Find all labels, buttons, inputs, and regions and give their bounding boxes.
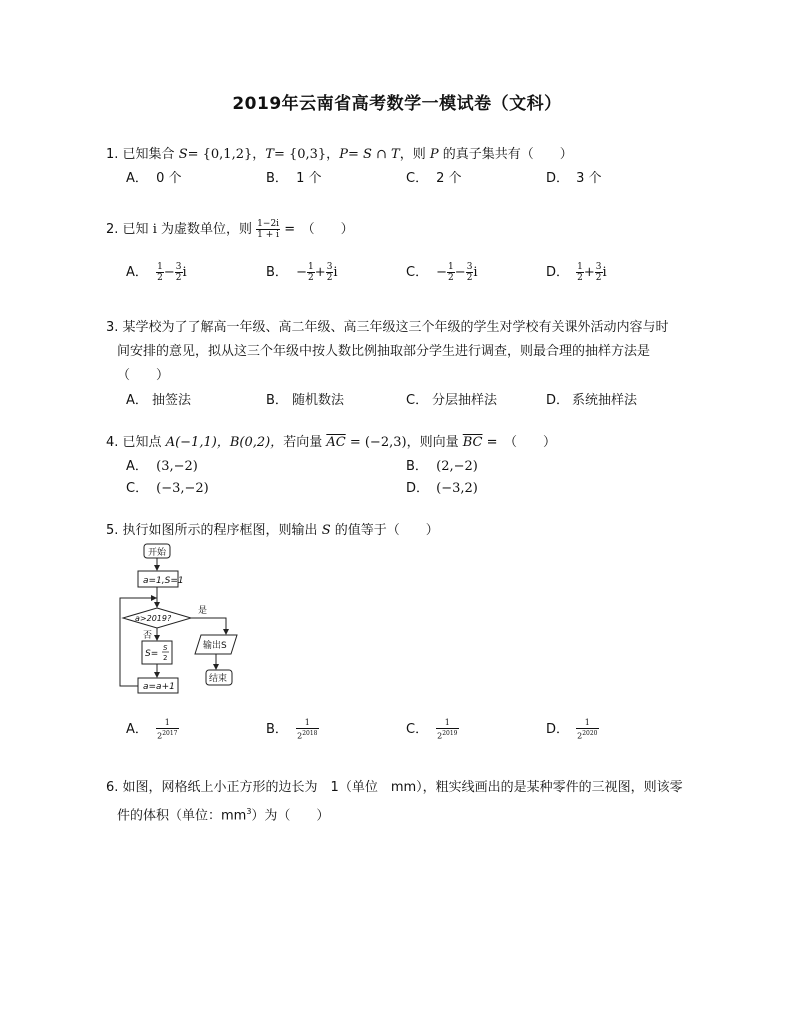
option-label: C．	[406, 722, 429, 738]
question-text: 已知点	[122, 435, 162, 450]
imaginary-unit: i	[152, 222, 157, 237]
power-exponent: 2019	[442, 730, 458, 737]
fraction-numerator: 1−2i	[257, 219, 280, 229]
option-d[interactable]	[546, 261, 607, 283]
option-text: (3,−2)	[156, 459, 198, 474]
fraction-numerator: 1	[308, 262, 314, 272]
power-exponent: 2017	[162, 730, 178, 737]
fraction-denominator: 2	[326, 273, 333, 283]
question-text: 件的体积（单位：mm	[117, 808, 247, 824]
flowchart	[116, 542, 256, 712]
option-label: B．	[266, 722, 288, 738]
option-label: A．	[126, 393, 148, 408]
set-p-symbol: P	[429, 147, 439, 162]
question-number: 6.	[106, 780, 119, 795]
question-text: 为虚数单位，则	[161, 222, 253, 237]
fraction-numerator: 1	[156, 718, 178, 729]
question-text: 若向量	[283, 435, 323, 450]
option-c[interactable]	[126, 477, 209, 496]
question-text: 已知集合	[122, 147, 175, 162]
fraction-numerator: 3	[175, 262, 182, 272]
vector-bc: $\overline{BC}$	[462, 435, 483, 450]
power-exponent: 2018	[302, 730, 318, 737]
option-a[interactable]	[126, 261, 187, 283]
option-label: C．	[406, 393, 429, 408]
question-2	[106, 218, 706, 241]
fraction-denominator: 2	[448, 273, 454, 283]
question-number: 2.	[106, 222, 119, 237]
option-a[interactable]	[126, 167, 182, 186]
fraction-numerator: 3	[466, 262, 473, 272]
option-label: D．	[546, 722, 570, 738]
flow-start-text: 开始	[148, 548, 167, 558]
question-3	[106, 316, 706, 388]
option-c[interactable]	[406, 389, 497, 408]
variable-s: S	[321, 523, 331, 538]
flow-cond-text: a>2019?	[135, 614, 172, 623]
option-c[interactable]	[406, 718, 459, 742]
option-operator: −	[163, 265, 175, 280]
option-b[interactable]	[266, 261, 338, 283]
question-text: 间安排的意见，拟从这三个年级中按人数比例抽取部分学生进行调查，则最合理的抽样方法是	[117, 344, 651, 359]
option-label: B．	[406, 459, 428, 474]
set-s-symbol: S	[178, 147, 188, 162]
option-text: 1 个	[296, 171, 322, 186]
question-text: 的值等于（ ）	[334, 523, 439, 538]
option-operator: −	[454, 265, 466, 280]
question-4	[106, 431, 706, 454]
flow-assign-text: S=	[145, 649, 159, 659]
option-d[interactable]	[546, 167, 602, 186]
option-label: C．	[406, 265, 429, 280]
flowchart-svg	[116, 542, 256, 708]
fraction-numerator: 1	[157, 262, 163, 272]
question-text: 执行如图所示的程序框图，则输出	[122, 523, 318, 538]
option-label: D．	[546, 171, 570, 186]
flow-assign-denominator: 2	[163, 654, 168, 662]
fraction-denominator: 2	[466, 273, 473, 283]
imaginary-unit: i	[182, 265, 187, 280]
question-text: ）为（ ）	[251, 808, 330, 824]
flow-output-text: 输出S	[203, 641, 227, 651]
option-label: B．	[266, 171, 288, 186]
option-label: A．	[126, 171, 148, 186]
question-text: 某学校为了了解高一年级、高二年级、高三年级这三个年级的学生对学校有关课外活动内容与时	[122, 320, 669, 335]
fraction-denominator: 1 + i	[257, 230, 280, 240]
question-text: = （ ）	[486, 435, 557, 450]
question-text: （ ）	[117, 368, 170, 383]
option-b[interactable]	[266, 389, 344, 408]
question-text: = （ ）	[284, 222, 354, 237]
power-base: 2	[297, 731, 303, 741]
option-text: (−3,−2)	[156, 481, 209, 496]
vector-ac-value: = (−2,3)，	[349, 435, 420, 450]
point-a: A(−1,1)，	[165, 435, 230, 450]
fraction-numerator: 1	[296, 718, 318, 729]
fraction-numerator: 3	[326, 262, 333, 272]
option-text: 0 个	[156, 171, 182, 186]
option-d[interactable]	[546, 718, 599, 742]
set-t-value: = {0,3}，	[273, 147, 340, 162]
option-label: D．	[546, 393, 570, 408]
option-text: 2 个	[436, 171, 462, 186]
option-sign: −	[296, 265, 308, 280]
fraction-denominator: 2	[157, 273, 163, 283]
flow-increment-text: a=a+1	[143, 682, 175, 692]
question-text: 则向量	[419, 435, 459, 450]
fraction-numerator: 1	[448, 262, 454, 272]
set-t-symbol: T	[265, 147, 274, 162]
imaginary-unit: i	[473, 265, 478, 280]
option-d[interactable]	[546, 389, 637, 408]
option-label: C．	[406, 171, 429, 186]
question-5	[106, 519, 706, 542]
flow-end-text: 结束	[209, 674, 228, 684]
complex-fraction	[256, 219, 280, 240]
option-c[interactable]	[406, 261, 478, 283]
question-number: 4.	[106, 435, 119, 450]
option-text: 抽签法	[152, 393, 192, 408]
option-label: C．	[126, 481, 149, 496]
option-a[interactable]	[126, 455, 198, 474]
question-text: 如图，网格纸上小正方形的边长为 1（单位 mm），粗实线画出的是某种零件的三视图，则该零	[122, 780, 683, 795]
fraction-numerator: 1	[577, 262, 583, 272]
set-s-value: = {0,1,2}，	[187, 147, 266, 162]
option-a[interactable]	[126, 718, 179, 742]
option-b[interactable]	[266, 167, 322, 186]
flow-init-text: a=1,S=1	[143, 576, 184, 586]
option-sign: −	[436, 265, 448, 280]
fraction-denominator: 2	[175, 273, 182, 283]
option-label: A．	[126, 722, 148, 738]
option-label: B．	[266, 265, 288, 280]
power-base: 2	[157, 731, 163, 741]
option-text: (−3,2)	[436, 481, 478, 496]
unit-exponent: 3	[246, 807, 252, 816]
option-label: A．	[126, 265, 148, 280]
option-label: D．	[406, 481, 430, 496]
option-label: B．	[266, 393, 288, 408]
option-d[interactable]	[406, 477, 478, 496]
fraction-denominator: 2	[308, 273, 314, 283]
option-operator: +	[583, 265, 595, 280]
option-b[interactable]	[266, 718, 319, 742]
flow-assign-numerator: S	[163, 644, 168, 652]
imaginary-unit: i	[333, 265, 338, 280]
imaginary-unit: i	[602, 265, 607, 280]
option-label: A．	[126, 459, 148, 474]
fraction-numerator: 3	[595, 262, 602, 272]
option-a[interactable]	[126, 389, 191, 408]
question-text: 的真子集共有（ ）	[442, 147, 573, 162]
question-text: 已知	[122, 222, 149, 237]
vector-ac: $\overline{AC}$	[326, 435, 346, 450]
option-text: 分层抽样法	[432, 393, 498, 408]
question-6	[106, 776, 716, 828]
option-b[interactable]	[406, 455, 478, 474]
option-label: D．	[546, 265, 570, 280]
question-text: ，则	[399, 147, 426, 162]
fraction-numerator: 1	[436, 718, 458, 729]
question-number: 3.	[106, 320, 119, 335]
power-base: 2	[437, 731, 443, 741]
question-number: 1.	[106, 147, 119, 162]
power-base: 2	[577, 731, 583, 741]
fraction-denominator: 2	[577, 273, 583, 283]
fraction-denominator: 2	[595, 273, 602, 283]
flow-no-label: 否	[143, 631, 153, 641]
set-p-definition: = S ∩ T	[347, 147, 400, 162]
option-text: 随机数法	[292, 393, 345, 408]
question-1	[106, 143, 706, 166]
fraction-numerator: 1	[576, 718, 598, 729]
question-number: 5.	[106, 523, 119, 538]
page-title: 2019年云南省高考数学一模试卷（文科）	[232, 94, 562, 114]
option-text: 3 个	[576, 171, 602, 186]
option-text: (2,−2)	[436, 459, 478, 474]
power-exponent: 2020	[582, 730, 598, 737]
option-c[interactable]	[406, 167, 462, 186]
option-text: 系统抽样法	[572, 393, 638, 408]
set-p-symbol: P	[339, 147, 348, 162]
point-b: B(0,2)，	[229, 435, 284, 450]
flow-yes-label: 是	[198, 606, 208, 616]
option-operator: +	[314, 265, 326, 280]
